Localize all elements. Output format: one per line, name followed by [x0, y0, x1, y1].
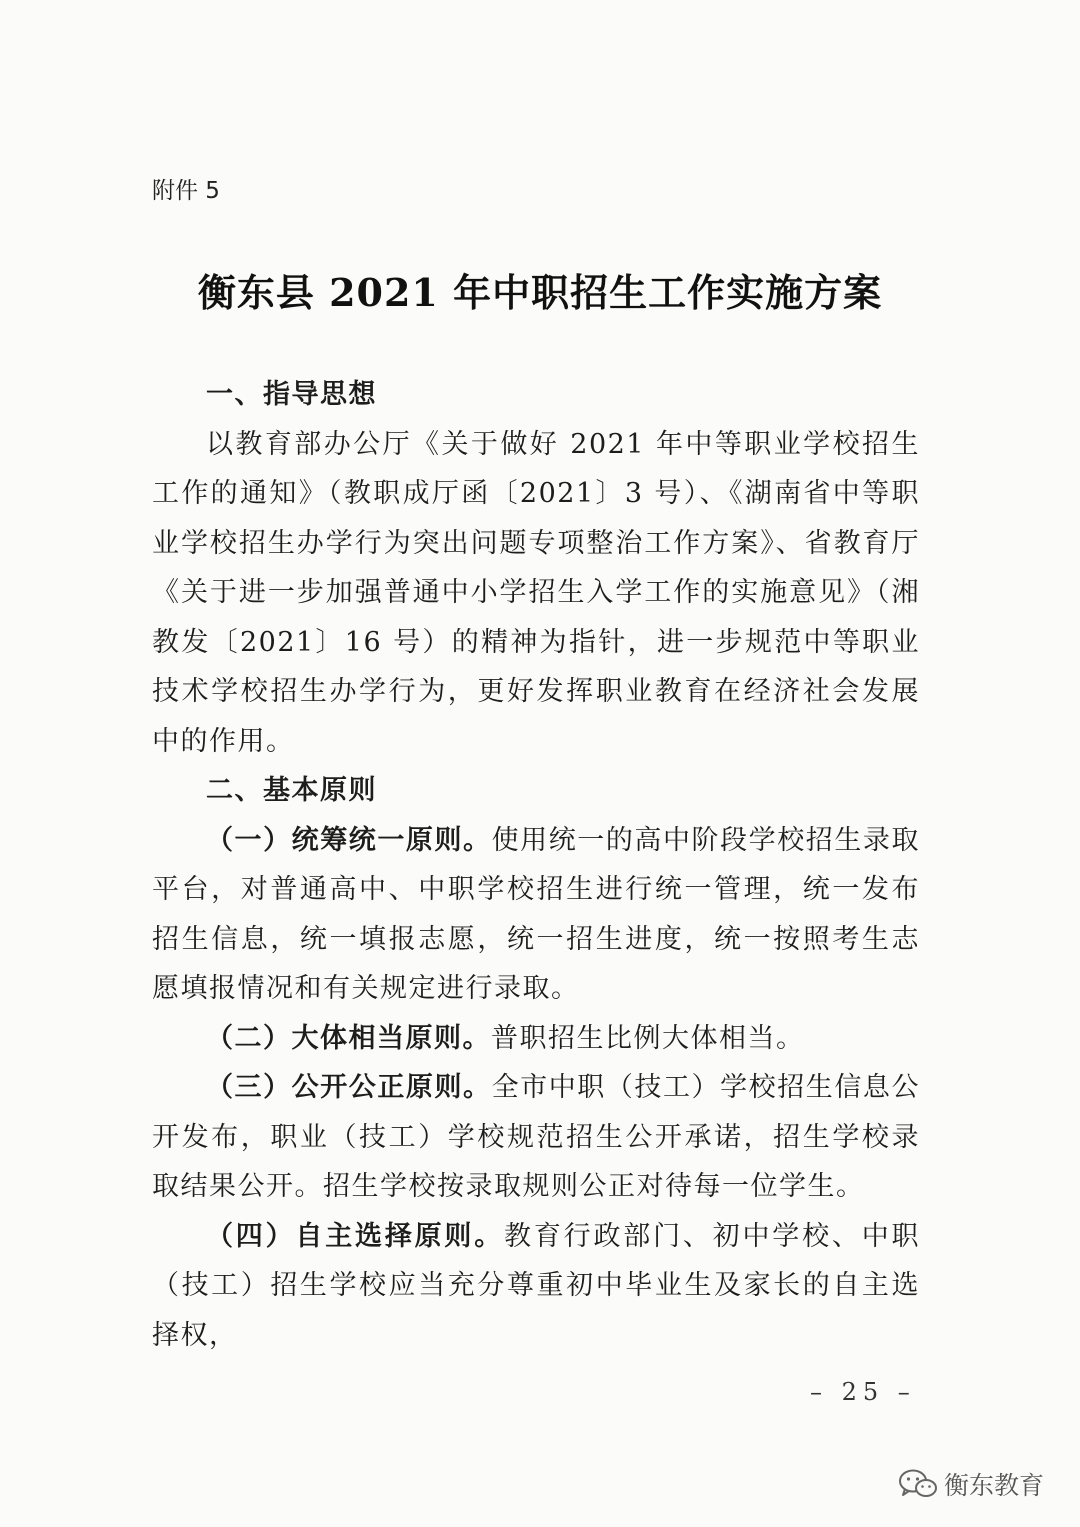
page-number: – 25 – — [810, 1378, 916, 1406]
principle-text: 教育行政部门、初中学校、中职（技工）招生学校应当充分尊重初中毕业生及家长的自主选择权， — [152, 1220, 921, 1351]
principle-item — [152, 1063, 920, 1212]
principle-item — [152, 1212, 920, 1361]
principle-lead: （二）大体相当原则。 — [206, 1022, 491, 1054]
principle-item — [152, 1014, 920, 1064]
principle-text: 使用统一的高中阶段学校招生录取平台，对普通高中、中职学校招生进行统一管理，统一发布招生信息，统一填报志愿，统一招生进度，统一按照考生志愿填报情况和有关规定进行录取。 — [152, 824, 920, 1004]
paragraph-guiding-ideology: 以教育部办公厅《关于做好 2021 年中等职业学校招生工作的通知》（教职成厅函〔2021〕3 号）、《湖南省中等职业学校招生办学行为突出问题专项整治工作方案》、省教育厅《关于进一步加强普通中小学招生入学工作的实施意见》（湘教发〔2021〕16 号）的精神为指针，进一步规范中等职业技术学校招生办学行为，更好发挥职业教育在经济社会发展中的作用。 — [152, 428, 920, 757]
document-body — [152, 370, 920, 1360]
attachment-label: 附件 5 — [152, 178, 220, 204]
watermark — [898, 1466, 1044, 1502]
document-title: 衡东县 2021 年中职招生工作实施方案 — [197, 270, 883, 315]
principle-lead: （三）公开公正原则。 — [206, 1072, 492, 1103]
section-heading-basic-principles: 二、基本原则 — [206, 775, 377, 806]
principle-lead: （四）自主选择原则。 — [206, 1220, 505, 1252]
principle-item — [152, 816, 920, 1014]
wechat-icon — [898, 1468, 938, 1500]
watermark-text: 衡东教育 — [944, 1471, 1045, 1500]
principle-text: 全市中职（技工）学校招生信息公开发布，职业（技工）学校规范招生公开承诺，招生学校录取结果公开。招生学校按录取规则公正对待每一位学生。 — [152, 1072, 920, 1202]
principle-lead: （一）统筹统一原则。 — [206, 824, 492, 856]
principle-text: 普职招生比例大体相当。 — [491, 1022, 805, 1054]
section-heading-guiding-ideology: 一、指导思想 — [206, 379, 377, 410]
